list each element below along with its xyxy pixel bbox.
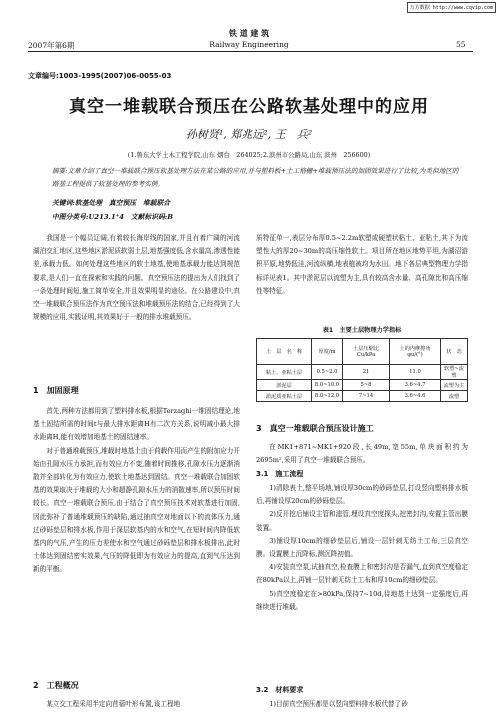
abstract: 摘要:文章介绍了真空一堆载联合预压软基处理方法在某公路的应用,并与塑料板+土工格栅+堆载预压法的加固效果进行了比较,为类似地区的路基工程提供了软基处理的参考实例。 [52,167,459,189]
table-cell: 软塑~流塑 [441,365,468,380]
table-header-cell: 厚度/m [312,339,343,365]
table-cell: 8.0~12.0 [312,391,343,402]
watermark-badge: 万方数据 http://www.cqvip.com [407,2,496,13]
table-cell: 3.6~4.7 [390,380,441,391]
table-cell: 21 [343,365,390,380]
affiliation: (1.鲁东大学土木工程学院,山东 烟台 264025;2.滨州市公路局,山东 滨州 256600) [127,151,371,159]
section-3-heading: 3 真空一堆载联合预压设计施工 [256,424,374,433]
table-cell: 淤泥层 [257,380,312,391]
table-row [257,391,468,402]
section-3-body [256,441,468,467]
section-3-paragraph: 在MK1+871~MK1+920段,长49m,宽55m,单块面积约为2695m²,采用了真空一堆载联合预压。 [256,443,468,465]
table-row [257,380,468,391]
journal-name-cn: 铁 道 建 筑 [228,28,270,38]
journal-name-en: Railway Engineering [209,40,289,49]
table-caption: 表1 主要土层物理力学指标 [322,327,402,334]
step-3: 3)铺设厚10cm的细砂垫层后,铺设一层针刺无纺土工布,三层真空膜。设置膜上沉降标,测沉降初值。 [256,536,468,559]
table-cell: 5~8 [343,380,390,391]
left-column [33,232,240,324]
section-2-body [33,698,240,711]
table-cell: 流塑为主 [441,380,468,391]
step-2: 2)反开挖后铺设主管和滤管,埋设真空度探头,挖密封沟,安置主管出膜装置。 [256,510,468,532]
table-row [257,365,468,380]
table-header-cell: 土 层 名 称 [257,339,312,365]
table-header-cell: 土的内摩擦角 φu/(°) [390,339,441,365]
section-1-paragraph-2: 对于普通堆载预压,堆载时地基土由于荷载作用而产生的附加应力开始由孔隙水压力承担,而有效应力不变,随着时间推移,孔隙水压力逐渐消散并全部转化为有效应力,使软土地基达到固结。真空一堆载联合加固软基的效果取决于堆载的大小和超静孔隙水压力的消散速率,所以预压时间较长。真空一堆载联合预压,由于结合了真空预压技术对软基进行加固,因此弥补了普通堆载预压的缺陷,通过抽真空对地面以下的流体压力,通过砂砾垫层和排水板,作用于深层软基内的水和空气,在短时间内降低软基内的气压,产生的压力差使水和空气通过砂砾垫层和排水板排出,此时土体达到固结密实效果,气压的降低即为有效应力的提高,直到气压达到新的平衡。 [33,446,240,574]
header-rule [28,51,473,52]
section-1-heading: 1 加固原理 [33,386,79,395]
table-cell: 3.6~4.6 [390,391,441,402]
intro-paragraph: 我国是一个幅员辽阔,有着较长海岸线的国家,并且有着广阔的河流湖泊交汇地区,这些地区淤泥质软弱土层,地基强度低,含水量高,渗透性能差,承载力低。如何处理这些地区的软土地基,使地基承载力能达到规范要求,是人们一直在探索和实践的问题。真空预压法的提出为人们找到了一条处理时间短,施工简单安全,并且效果明显的途径。在公路建设中,真空一堆载联合预压法作为真空预压法和堆载预压法的结合,已经得到了大规模的应用,实践证明,其效果好于一般的排水堆载预压。 [33,234,240,322]
table-header-cell: 土层压缩比 Cu/kPa [343,339,390,365]
step-1: 1)清除表土,整平场地,铺设厚30cm的砂砾垫层,打设竖向塑料排水板后,再铺设厚20cm的砂砾垫层。 [256,484,468,506]
subsection-3-1-heading: 3.1 施工流程 [256,470,304,478]
step-4: 4)安装真空泵,试抽真空,检查膜上和密封沟是否漏气,直到真空度稳定在80kPa以上,再铺一层针刺无纺土工布和厚10cm的细砂垫层。 [256,563,468,585]
construction-steps [256,482,468,614]
section-1-body [33,405,240,577]
materials-body [256,698,468,711]
table-cell: 7~14 [343,391,390,402]
table-header-cell: 状 态 [441,339,468,365]
section-1-paragraph-1: 首先,两种方法都用到了塑料排水板,根据Terzaghi一维固结理论,地基土固结所需的时间t与最大排水距离H有二次方关系,说明减小最大排水距离H,能有效增加地基土的固结速率。 [33,407,240,442]
table-header-row [257,339,468,365]
page-title: 真空一堆载联合预压在公路软基处理中的应用 [69,97,429,117]
table-cell: 流塑 [441,391,468,402]
table-cell: 0.5~2.0 [312,365,343,380]
right-column-intro [256,232,468,298]
authors: 孙树贤¹, 郑兆远², 王 兵² [185,128,313,141]
table-cell: 8.0~10.0 [312,380,343,391]
table-cell: 粘土、亚粘土层 [257,365,312,380]
materials-paragraph: 1)目前真空预压都是以竖向塑料排水板代替了砂 [269,700,408,708]
page-number: 55 [456,40,466,49]
table-cell: 11.0 [390,365,441,380]
soil-table [256,338,468,402]
article-number: 文章编号:1003-1995(2007)06-0055-03 [28,72,172,80]
table-cell: 淤泥质亚粘土层 [257,391,312,402]
keywords: 关键词:软基处理 真空预压 堆载联合 [52,199,171,207]
geology-paragraph: 质特征单一,表层分布厚0.5~2.2m软塑或硬塑状粘土、亚粘土,其下为流塑性大的厚20~30m的高压缩性软土。项目所在地区地势平坦,为湖沼游积平原,地势低洼,河流纵横,地表植被均为水田。地下各层典型物理力学指标详见表1。其中淤泥层以流塑为主,具有较高含水量、高孔隙比和高压缩性等特征。 [256,234,468,295]
classification: 中图分类号:U213.1⁺4 文献标识码:B [52,213,174,221]
section-2-paragraph: 某立交工程采用半定向苜蓿叶形布置,该工程地 [46,700,181,708]
issue-label: 2007年第6期 [28,41,75,50]
section-2-heading: 2 工程概况 [33,681,79,690]
step-5: 5)真空度稳定在>80kPa,保持7~10d,待地基土达到一定强度后,再继续进行堆载。 [256,589,468,611]
subsection-3-2-heading: 3.2 材料要求 [256,686,304,694]
